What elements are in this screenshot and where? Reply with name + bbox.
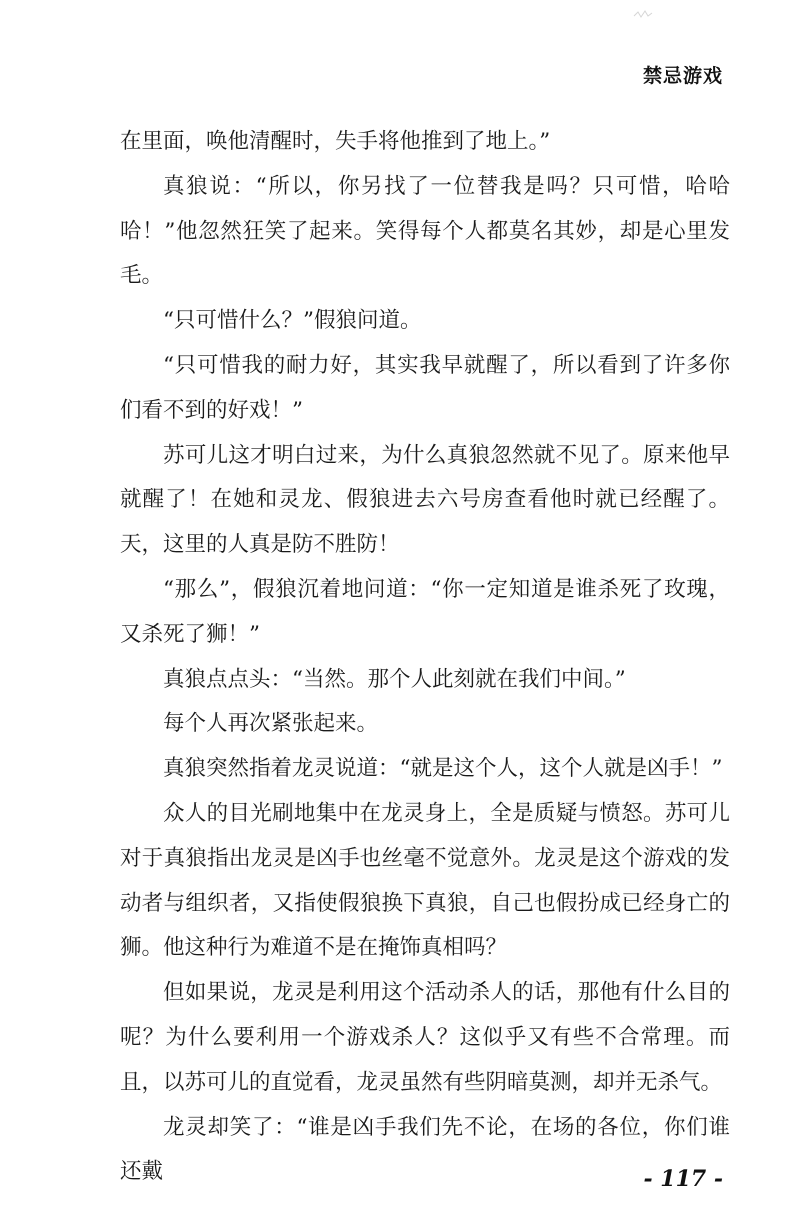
paragraph: 众人的目光刷地集中在龙灵身上，全是质疑与愤怒。苏可儿对于真狼指出龙灵是凶手也丝毫不觉意外。龙灵是这个游戏的发动者与组织者，又指使假狼换下真狼，自己也假扮成已经身亡的狮。他这种行为难道不是在掩饰真相吗？	[120, 800, 730, 961]
scan-artifact	[632, 8, 654, 22]
paragraph: 每个人再次紧张起来。	[163, 711, 379, 737]
paragraph: 龙灵却笑了：“谁是凶手我们先不论，在场的各位，你们谁还戴	[120, 1114, 730, 1185]
paragraph: 真狼点点头：“当然。那个人此刻就在我们中间。”	[163, 666, 626, 692]
paragraph: “只可惜什么？”假狼问道。	[163, 308, 422, 334]
page-number: - 117 -	[643, 1166, 723, 1192]
body-text	[120, 120, 730, 1195]
paragraph: 真狼说：“所以，你另找了一位替我是吗？只可惜，哈哈哈！”他忽然狂笑了起来。笑得每个人都莫名其妙，却是心里发毛。	[120, 173, 730, 289]
paragraph: 但如果说，龙灵是利用这个活动杀人的话，那他有什么目的呢？为什么要利用一个游戏杀人？这似乎又有些不合常理。而且，以苏可儿的直觉看，龙灵虽然有些阴暗莫测，却并无杀气。	[120, 980, 730, 1095]
running-header-title: 禁忌游戏	[642, 65, 723, 87]
paragraph: 苏可儿这才明白过来，为什么真狼忽然就不见了。原来他早就醒了！在她和灵龙、假狼进去六号房查看他时就已经醒了。天，这里的人真是防不胜防！	[120, 442, 730, 558]
paragraph: “那么”，假狼沉着地问道：“你一定知道是谁杀死了玫瑰，又杀死了狮！”	[120, 576, 730, 647]
paragraph: 真狼突然指着龙灵说道：“就是这个人，这个人就是凶手！”	[163, 756, 723, 782]
paragraph: 在里面，唤他清醒时，失手将他推到了地上。”	[120, 129, 551, 154]
paragraph: “只可惜我的耐力好，其实我早就醒了，所以看到了许多你们看不到的好戏！”	[120, 352, 730, 423]
